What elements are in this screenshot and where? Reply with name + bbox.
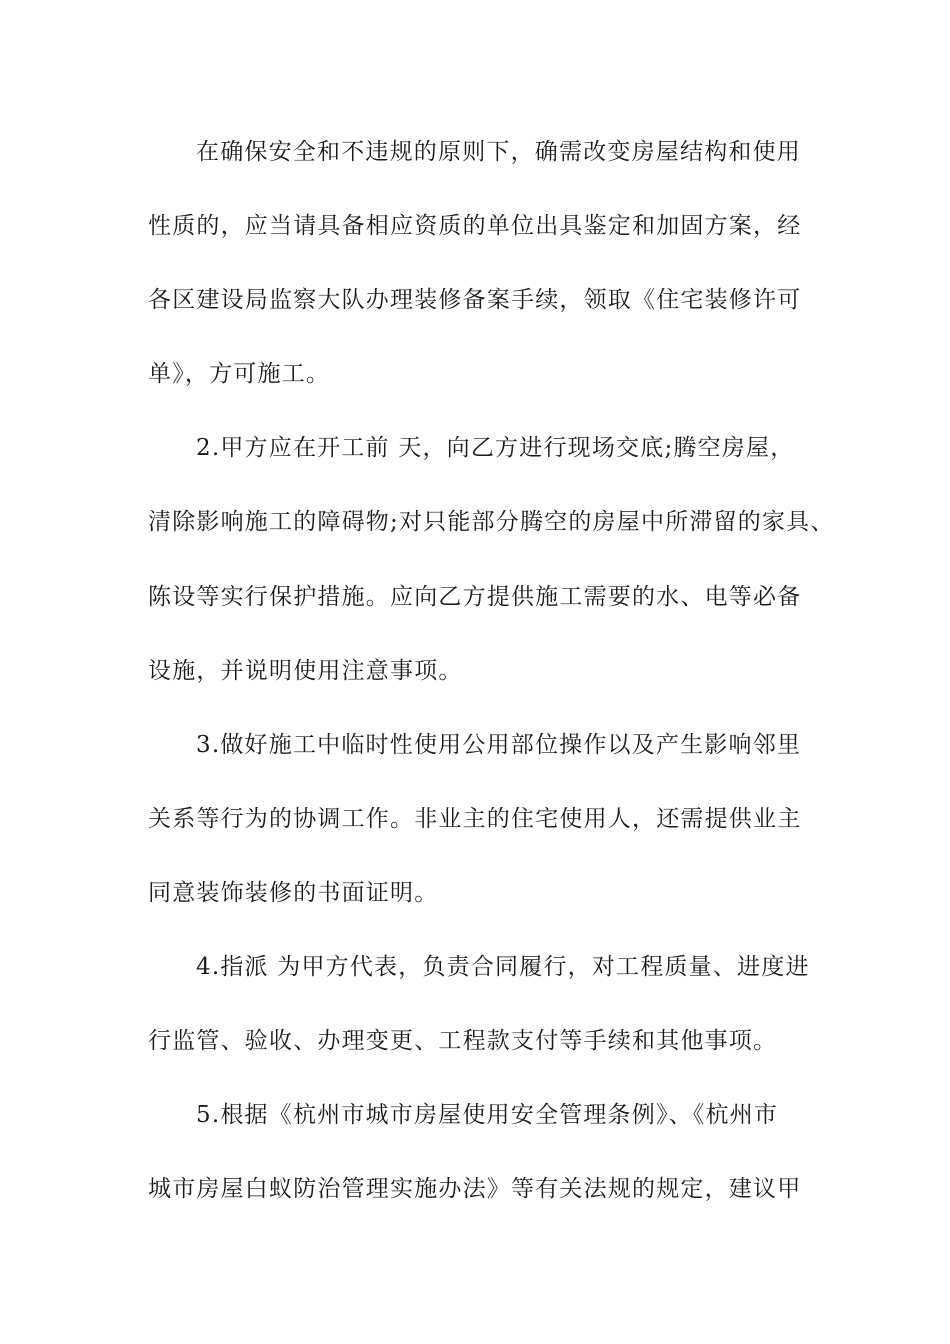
paragraph-line: 2.甲方应在开工前 天，向乙方进行现场交底;腾空房屋， <box>196 435 795 461</box>
paragraph-line: 在确保安全和不违规的原则下，确需改变房屋结构和使用 <box>196 139 801 165</box>
paragraph-line: 城市房屋白蚁防治管理实施办法》等有关法规的规定，建议甲 <box>148 1176 802 1202</box>
paragraph-line: 5.根据《杭州市城市房屋使用安全管理条例》、《杭州市 <box>196 1102 779 1128</box>
paragraph-line: 性质的，应当请具备相应资质的单位出具鉴定和加固方案，经 <box>148 213 802 239</box>
paragraph-line: 同意装饰装修的书面证明。 <box>148 880 439 906</box>
paragraph-line: 清除影响施工的障碍物;对只能部分腾空的房屋中所滞留的家具、 <box>148 509 835 535</box>
paragraph-line: 设施，并说明使用注意事项。 <box>148 658 463 684</box>
paragraph-line: 各区建设局监察大队办理装修备案手续，领取《住宅装修许可 <box>148 287 802 313</box>
paragraph-line: 3.做好施工中临时性使用公用部位操作以及产生影响邻里 <box>196 732 802 758</box>
paragraph-line: 单》，方可施工。 <box>148 361 331 387</box>
paragraph-line: 关系等行为的协调工作。非业主的住宅使用人，还需提供业主 <box>148 806 802 832</box>
paragraph-line: 4.指派 为甲方代表，负责合同履行，对工程质量、进度进 <box>196 954 810 980</box>
paragraph-line: 行监管、验收、办理变更、工程款支付等手续和其他事项。 <box>148 1028 778 1054</box>
paragraph-line: 陈设等实行保护措施。应向乙方提供施工需要的水、电等必备 <box>148 584 802 610</box>
